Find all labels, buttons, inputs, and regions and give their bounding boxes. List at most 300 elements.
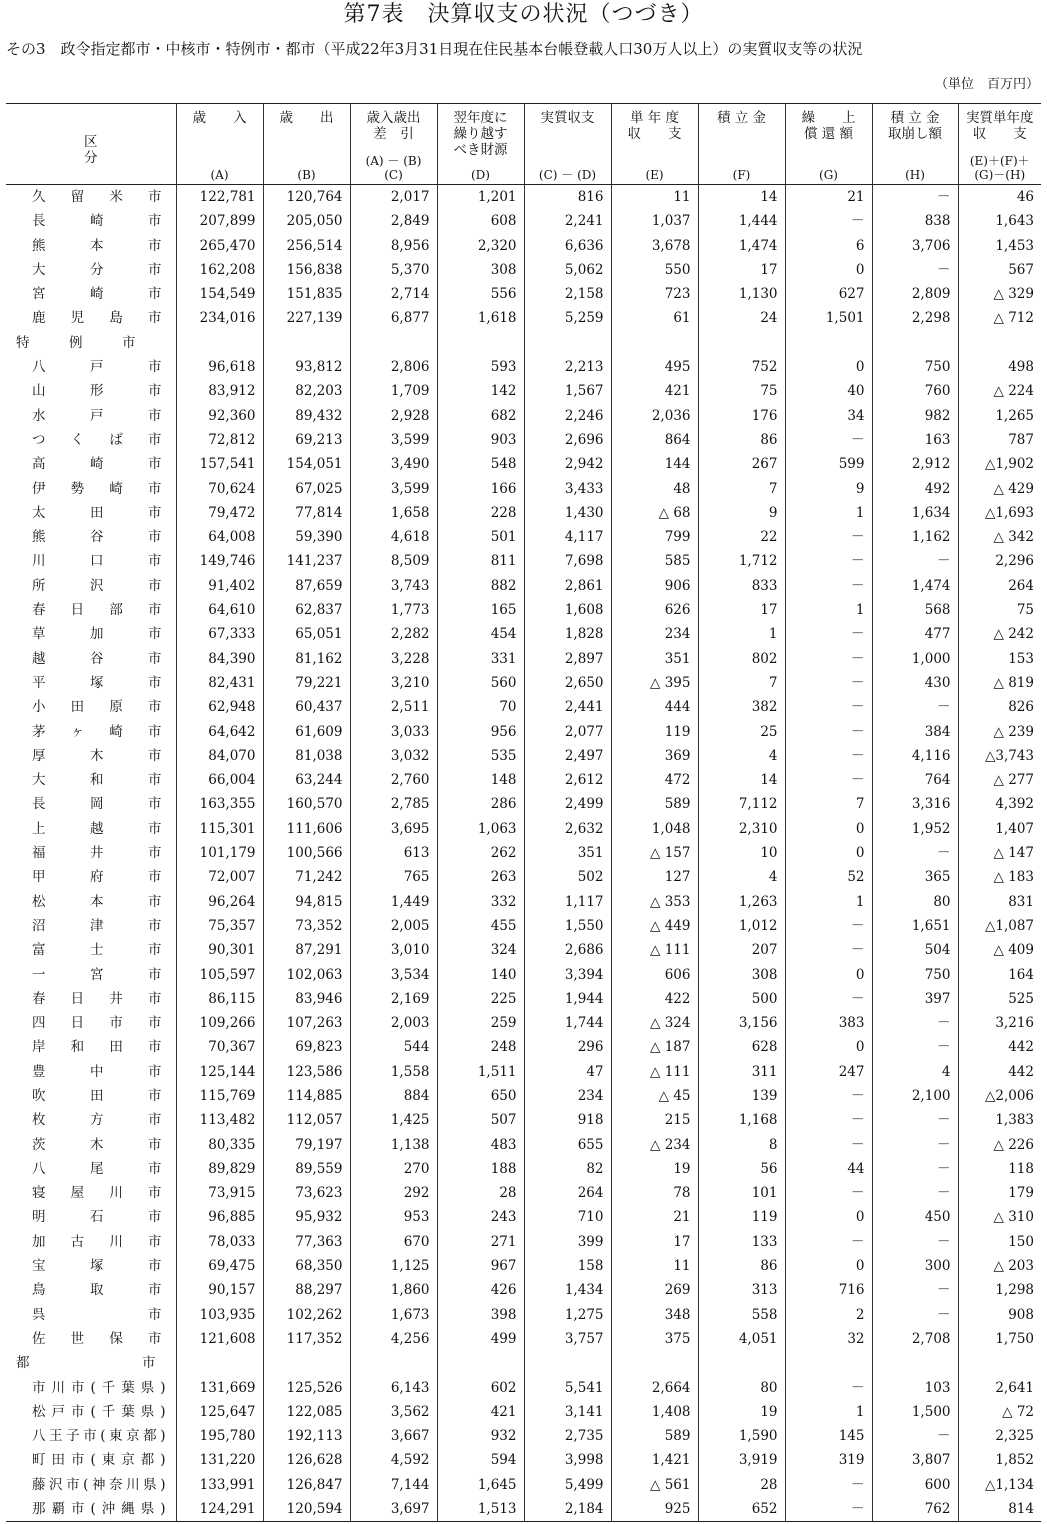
value-cell: － — [785, 1133, 872, 1157]
value-cell: 682 — [437, 404, 524, 428]
value-cell: 148 — [437, 768, 524, 792]
value-cell: 139 — [698, 1084, 785, 1108]
value-cell: 28 — [437, 1181, 524, 1205]
value-cell: 157,541 — [176, 452, 263, 476]
value-cell: 2,077 — [524, 720, 611, 744]
table-row — [6, 574, 1041, 598]
value-cell: 14 — [698, 185, 785, 210]
city-name: 水戸市 — [32, 407, 162, 424]
column-header-3 — [350, 104, 437, 185]
value-cell: 62,837 — [263, 598, 350, 622]
value-cell: 7,698 — [524, 549, 611, 573]
value-cell: 2,320 — [437, 234, 524, 258]
table-row — [6, 598, 1041, 622]
value-cell: 86 — [698, 428, 785, 452]
section-row — [6, 1351, 1041, 1375]
value-cell: 125,144 — [176, 1060, 263, 1084]
city-name: 八王子市(東京都) — [32, 1428, 166, 1445]
value-cell: 2,241 — [524, 209, 611, 233]
value-cell: 4,051 — [698, 1327, 785, 1351]
value-cell: 4,256 — [350, 1327, 437, 1351]
value-cell: 102,262 — [263, 1303, 350, 1327]
table-row — [6, 404, 1041, 428]
value-cell: － — [872, 1278, 958, 1302]
value-cell: 4,392 — [958, 792, 1041, 816]
value-cell: 787 — [958, 428, 1041, 452]
value-cell: 67,333 — [176, 622, 263, 646]
value-cell: 3,743 — [350, 574, 437, 598]
value-cell — [958, 1351, 1041, 1375]
value-cell: － — [872, 841, 958, 865]
value-cell: 0 — [785, 963, 872, 987]
city-name: 呉市 — [32, 1306, 162, 1323]
value-cell: 264 — [958, 574, 1041, 598]
value-cell: 3,667 — [350, 1424, 437, 1448]
city-name: 福井市 — [32, 845, 162, 862]
value-cell: 1,828 — [524, 622, 611, 646]
column-header-label: 翌年度に 繰り越す べき財源 — [453, 110, 508, 158]
city-name: 佐世保市 — [32, 1330, 162, 1347]
value-cell: 78,033 — [176, 1230, 263, 1254]
value-cell: 133 — [698, 1230, 785, 1254]
value-cell: 2,169 — [350, 987, 437, 1011]
value-cell: 73,623 — [263, 1181, 350, 1205]
value-cell: △ 224 — [958, 379, 1041, 403]
city-name: 那覇市(沖縄県) — [6, 1497, 176, 1522]
value-cell: 21 — [611, 1205, 698, 1229]
table-row — [6, 1035, 1041, 1059]
unit-note: （単位 百万円） — [934, 77, 1039, 92]
value-cell: 89,829 — [176, 1157, 263, 1181]
value-cell: 308 — [698, 963, 785, 987]
value-cell: 68,350 — [263, 1254, 350, 1278]
value-cell: 723 — [611, 282, 698, 306]
value-cell: 3,216 — [958, 1011, 1041, 1035]
value-cell: － — [785, 938, 872, 962]
value-cell: 422 — [611, 987, 698, 1011]
value-cell: 292 — [350, 1181, 437, 1205]
table-row — [6, 209, 1041, 233]
value-cell: 585 — [611, 549, 698, 573]
value-cell: 6,877 — [350, 306, 437, 330]
value-cell: 324 — [437, 938, 524, 962]
value-cell: 442 — [958, 1060, 1041, 1084]
value-cell: 52 — [785, 865, 872, 889]
value-cell: 348 — [611, 1303, 698, 1327]
value-cell: 67,025 — [263, 477, 350, 501]
value-cell: 3,033 — [350, 720, 437, 744]
value-cell: 101,179 — [176, 841, 263, 865]
table-row — [6, 647, 1041, 671]
value-cell: △ 395 — [611, 671, 698, 695]
value-cell: 73,352 — [263, 914, 350, 938]
value-cell: 163,355 — [176, 792, 263, 816]
value-cell: － — [872, 1303, 958, 1327]
value-cell: 1,421 — [611, 1448, 698, 1472]
value-cell: △1,134 — [958, 1473, 1041, 1497]
value-cell: 96,885 — [176, 1205, 263, 1229]
column-header-label: 歳 入 — [192, 110, 247, 126]
city-name: 寝屋川市 — [32, 1185, 162, 1202]
value-cell: 383 — [785, 1011, 872, 1035]
value-cell: 498 — [958, 355, 1041, 379]
value-cell: 8 — [698, 1133, 785, 1157]
value-cell: 1,168 — [698, 1108, 785, 1132]
city-name: 山形市 — [32, 383, 162, 400]
city-name: 町田市(東京都) — [32, 1452, 166, 1469]
value-cell: 215 — [611, 1108, 698, 1132]
value-cell: △ 72 — [958, 1400, 1041, 1424]
value-cell: 103,935 — [176, 1303, 263, 1327]
value-cell: 1,773 — [350, 598, 437, 622]
value-cell: 28 — [698, 1473, 785, 1497]
header-row — [6, 104, 1041, 185]
value-cell — [263, 1351, 350, 1375]
value-cell — [350, 1351, 437, 1375]
value-cell: 243 — [437, 1205, 524, 1229]
city-name: 平塚市 — [32, 674, 162, 691]
city-name: 一宮市 — [32, 966, 162, 983]
value-cell: 87,291 — [263, 938, 350, 962]
table-row — [6, 1327, 1041, 1351]
city-name: つくば市 — [32, 431, 162, 448]
value-cell: △1,693 — [958, 501, 1041, 525]
column-header-formula: (H) — [905, 168, 925, 182]
table-row — [6, 452, 1041, 476]
value-cell: 118 — [958, 1157, 1041, 1181]
value-cell: 2,441 — [524, 695, 611, 719]
value-cell: 248 — [437, 1035, 524, 1059]
value-cell: 66,004 — [176, 768, 263, 792]
value-cell: 884 — [350, 1084, 437, 1108]
table-row — [6, 890, 1041, 914]
table-header — [6, 104, 1041, 185]
value-cell: 83,912 — [176, 379, 263, 403]
value-cell: 953 — [350, 1205, 437, 1229]
value-cell: 102,063 — [263, 963, 350, 987]
value-cell: 3,433 — [524, 477, 611, 501]
value-cell: 263 — [437, 865, 524, 889]
value-cell: 21 — [785, 185, 872, 210]
table-row — [6, 428, 1041, 452]
value-cell: 75,357 — [176, 914, 263, 938]
value-cell — [524, 1351, 611, 1375]
value-cell: 502 — [524, 865, 611, 889]
table-row — [6, 306, 1041, 330]
value-cell: 1,201 — [437, 185, 524, 210]
column-header-formula: (E)＋(F)＋ (G)－(H) — [969, 154, 1030, 182]
value-cell: 2 — [785, 1303, 872, 1327]
value-cell: 652 — [698, 1497, 785, 1522]
table-row — [6, 1473, 1041, 1497]
table-row — [6, 914, 1041, 938]
value-cell: 207,899 — [176, 209, 263, 233]
value-cell — [785, 1351, 872, 1375]
value-cell: － — [872, 549, 958, 573]
value-cell: 4,116 — [872, 744, 958, 768]
value-cell: 286 — [437, 792, 524, 816]
value-cell: 5,541 — [524, 1376, 611, 1400]
value-cell: 64,642 — [176, 720, 263, 744]
value-cell: 398 — [437, 1303, 524, 1327]
value-cell: 492 — [872, 477, 958, 501]
value-cell: 81,162 — [263, 647, 350, 671]
value-cell: 4,592 — [350, 1448, 437, 1472]
city-name: 豊中市 — [32, 1063, 162, 1080]
value-cell: 426 — [437, 1278, 524, 1302]
value-cell: 123,586 — [263, 1060, 350, 1084]
value-cell: 599 — [785, 452, 872, 476]
value-cell — [698, 331, 785, 355]
value-cell: 126,847 — [263, 1473, 350, 1497]
value-cell: 2,696 — [524, 428, 611, 452]
value-cell: 10 — [698, 841, 785, 865]
value-cell: － — [785, 1084, 872, 1108]
value-cell: 1 — [785, 890, 872, 914]
value-cell: △1,087 — [958, 914, 1041, 938]
value-cell: 3,141 — [524, 1400, 611, 1424]
value-cell: 568 — [872, 598, 958, 622]
value-cell: 1,298 — [958, 1278, 1041, 1302]
value-cell: 120,764 — [263, 185, 350, 210]
value-cell — [698, 1351, 785, 1375]
value-cell: 270 — [350, 1157, 437, 1181]
city-name: 四日市市 — [32, 1015, 162, 1032]
value-cell: 100,566 — [263, 841, 350, 865]
value-cell: △ 329 — [958, 282, 1041, 306]
column-header-label: 歳 出 — [279, 110, 334, 126]
value-cell: 89,432 — [263, 404, 350, 428]
column-header-formula: (F) — [732, 168, 751, 182]
value-cell: 1,634 — [872, 501, 958, 525]
value-cell: 84,390 — [176, 647, 263, 671]
value-cell: 92,360 — [176, 404, 263, 428]
value-cell: 655 — [524, 1133, 611, 1157]
value-cell: 65,051 — [263, 622, 350, 646]
value-cell: － — [872, 1157, 958, 1181]
value-cell: 956 — [437, 720, 524, 744]
table-row — [6, 1060, 1041, 1084]
value-cell: 259 — [437, 1011, 524, 1035]
value-cell: 1,037 — [611, 209, 698, 233]
value-cell: 1,500 — [872, 1400, 958, 1424]
table-row — [6, 234, 1041, 258]
table-row — [6, 1084, 1041, 1108]
value-cell: 7,112 — [698, 792, 785, 816]
value-cell: 548 — [437, 452, 524, 476]
value-cell: 122,085 — [263, 1400, 350, 1424]
value-cell: 154,051 — [263, 452, 350, 476]
value-cell: 300 — [872, 1254, 958, 1278]
table-row — [6, 1157, 1041, 1181]
value-cell: 90,157 — [176, 1278, 263, 1302]
value-cell: 2,100 — [872, 1084, 958, 1108]
value-cell: 154,549 — [176, 282, 263, 306]
city-name: 高崎市 — [32, 456, 162, 473]
value-cell: 79,221 — [263, 671, 350, 695]
value-cell: 225 — [437, 987, 524, 1011]
value-cell: 444 — [611, 695, 698, 719]
value-cell: 34 — [785, 404, 872, 428]
value-cell: 119 — [611, 720, 698, 744]
value-cell: 650 — [437, 1084, 524, 1108]
value-cell: 1,750 — [958, 1327, 1041, 1351]
value-cell: － — [872, 695, 958, 719]
table-row — [6, 841, 1041, 865]
value-cell: 105,597 — [176, 963, 263, 987]
column-header-1 — [176, 104, 263, 185]
value-cell: 2,928 — [350, 404, 437, 428]
value-cell: 3,534 — [350, 963, 437, 987]
city-name: 大和市 — [32, 772, 162, 789]
value-cell: 3,032 — [350, 744, 437, 768]
value-cell: 589 — [611, 792, 698, 816]
value-cell: 1,063 — [437, 817, 524, 841]
value-cell: 430 — [872, 671, 958, 695]
column-header-formula: (A) － (B) (C) — [365, 154, 422, 182]
value-cell: 1,712 — [698, 549, 785, 573]
table-row — [6, 671, 1041, 695]
value-cell: 48 — [611, 477, 698, 501]
table-row — [6, 695, 1041, 719]
value-cell: 1,567 — [524, 379, 611, 403]
value-cell: 2,708 — [872, 1327, 958, 1351]
value-cell: 80,335 — [176, 1133, 263, 1157]
value-cell: 70,367 — [176, 1035, 263, 1059]
value-cell: 115,769 — [176, 1084, 263, 1108]
value-cell: 477 — [872, 622, 958, 646]
city-name: 鳥取市 — [32, 1282, 162, 1299]
city-name: 川口市 — [32, 553, 162, 570]
value-cell: 838 — [872, 209, 958, 233]
value-cell: 40 — [785, 379, 872, 403]
value-cell: 72,007 — [176, 865, 263, 889]
value-cell: 2,664 — [611, 1376, 698, 1400]
value-cell: 25 — [698, 720, 785, 744]
value-cell — [611, 331, 698, 355]
value-cell: 3,697 — [350, 1497, 437, 1522]
value-cell: 149,746 — [176, 549, 263, 573]
value-cell: － — [785, 1108, 872, 1132]
value-cell: 96,618 — [176, 355, 263, 379]
value-cell: 1,952 — [872, 817, 958, 841]
city-name: 太田市 — [32, 504, 162, 521]
value-cell: 227,139 — [263, 306, 350, 330]
value-cell: 1,944 — [524, 987, 611, 1011]
city-name: 熊本市 — [32, 237, 162, 254]
value-cell: 399 — [524, 1230, 611, 1254]
value-cell: 5,499 — [524, 1473, 611, 1497]
value-cell: 1,430 — [524, 501, 611, 525]
value-cell: 2,499 — [524, 792, 611, 816]
city-name: 宮崎市 — [32, 286, 162, 303]
value-cell: 140 — [437, 963, 524, 987]
value-cell: 2,641 — [958, 1376, 1041, 1400]
value-cell: 2,897 — [524, 647, 611, 671]
value-cell: 560 — [437, 671, 524, 695]
value-cell: 6,636 — [524, 234, 611, 258]
value-cell: 421 — [611, 379, 698, 403]
value-cell: 101 — [698, 1181, 785, 1205]
value-cell: 71,242 — [263, 865, 350, 889]
value-cell: 558 — [698, 1303, 785, 1327]
table-row — [6, 1497, 1041, 1522]
value-cell: 2,809 — [872, 282, 958, 306]
column-header-formula: (B) — [297, 168, 316, 182]
value-cell: 2,497 — [524, 744, 611, 768]
value-cell: 382 — [698, 695, 785, 719]
value-cell: 9 — [785, 477, 872, 501]
city-name: 宝塚市 — [32, 1258, 162, 1275]
value-cell: △ 68 — [611, 501, 698, 525]
value-cell: 833 — [698, 574, 785, 598]
column-header-label: 積 立 金 取崩し額 — [888, 110, 942, 142]
value-cell: 3,807 — [872, 1448, 958, 1472]
value-cell: 908 — [958, 1303, 1041, 1327]
table-row — [6, 282, 1041, 306]
value-cell: 455 — [437, 914, 524, 938]
city-name: 長崎市 — [32, 213, 162, 230]
value-cell: 79,197 — [263, 1133, 350, 1157]
value-cell: 120,594 — [263, 1497, 350, 1522]
value-cell: 87,659 — [263, 574, 350, 598]
table-row — [6, 744, 1041, 768]
value-cell: △3,743 — [958, 744, 1041, 768]
value-cell: 188 — [437, 1157, 524, 1181]
value-cell: 78 — [611, 1181, 698, 1205]
value-cell: 903 — [437, 428, 524, 452]
column-header-7 — [698, 104, 785, 185]
value-cell: 1,012 — [698, 914, 785, 938]
value-cell: 2,310 — [698, 817, 785, 841]
value-cell: 207 — [698, 938, 785, 962]
section-label: 特例市 — [16, 334, 136, 351]
value-cell: － — [785, 209, 872, 233]
value-cell: 311 — [698, 1060, 785, 1084]
table-row — [6, 720, 1041, 744]
value-cell: 14 — [698, 768, 785, 792]
value-cell: 593 — [437, 355, 524, 379]
city-name: 小田原市 — [32, 699, 162, 716]
column-header-2 — [263, 104, 350, 185]
table-row — [6, 1400, 1041, 1424]
city-name: 明石市 — [32, 1209, 162, 1226]
value-cell: 176 — [698, 404, 785, 428]
value-cell: 3,757 — [524, 1327, 611, 1351]
value-cell: 64,610 — [176, 598, 263, 622]
value-cell: 1,608 — [524, 598, 611, 622]
value-cell: 158 — [524, 1254, 611, 1278]
value-cell: 811 — [437, 549, 524, 573]
column-header-formula: (E) — [645, 168, 664, 182]
value-cell: － — [785, 914, 872, 938]
value-cell: 626 — [611, 598, 698, 622]
value-cell: 670 — [350, 1230, 437, 1254]
value-cell: 525 — [958, 987, 1041, 1011]
value-cell — [958, 331, 1041, 355]
table-row — [6, 792, 1041, 816]
value-cell: 2,686 — [524, 938, 611, 962]
value-cell: 504 — [872, 938, 958, 962]
value-cell — [263, 331, 350, 355]
value-cell: 2,005 — [350, 914, 437, 938]
value-cell: 814 — [958, 1497, 1041, 1522]
value-cell: 144 — [611, 452, 698, 476]
value-cell: － — [785, 1497, 872, 1522]
value-cell: 2,612 — [524, 768, 611, 792]
value-cell: 802 — [698, 647, 785, 671]
value-cell: 119 — [698, 1205, 785, 1229]
